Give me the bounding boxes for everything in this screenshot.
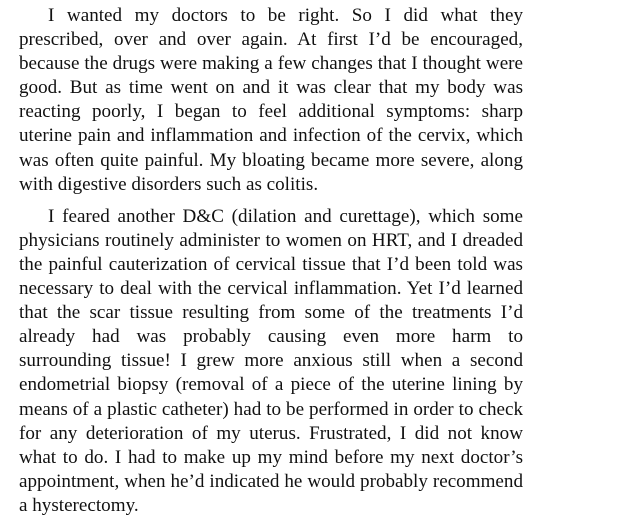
document-page [19,4,523,518]
paragraph-2: I feared another D&C (dilation and curettage), which some physicians routinely administer to women on HRT, and I dreaded the painful cauterization of cervical tissue that I’d been told was necessary to deal with the cervical inflammation. Yet I’d learned that the scar tissue resulting from some of the treatments I’d already had was probably causing even more harm to surrounding tissue! I grew more anxious still when a second endometrial biopsy (removal of a piece of the uterine lining by means of a plastic catheter) had to be performed in order to check for any deterioration of my uterus. Frustrated, I did not know what to do. I had to make up my mind before my next doctor’s appointment, when he’d indicated he would probably recommend a hysterectomy. [19,205,523,516]
paragraph-1: I wanted my doctors to be right. So I did what they prescribed, over and over again. At first I’d be encouraged, because the drugs were making a few changes that I thought were good. But as time went on and it was clear that my body was reacting poorly, I began to feel additional symptoms: sharp uterine pain and inflammation and infection of the cervix, which was often quite painful. My bloating became more severe, along with digestive disorders such as colitis. [19,5,523,195]
